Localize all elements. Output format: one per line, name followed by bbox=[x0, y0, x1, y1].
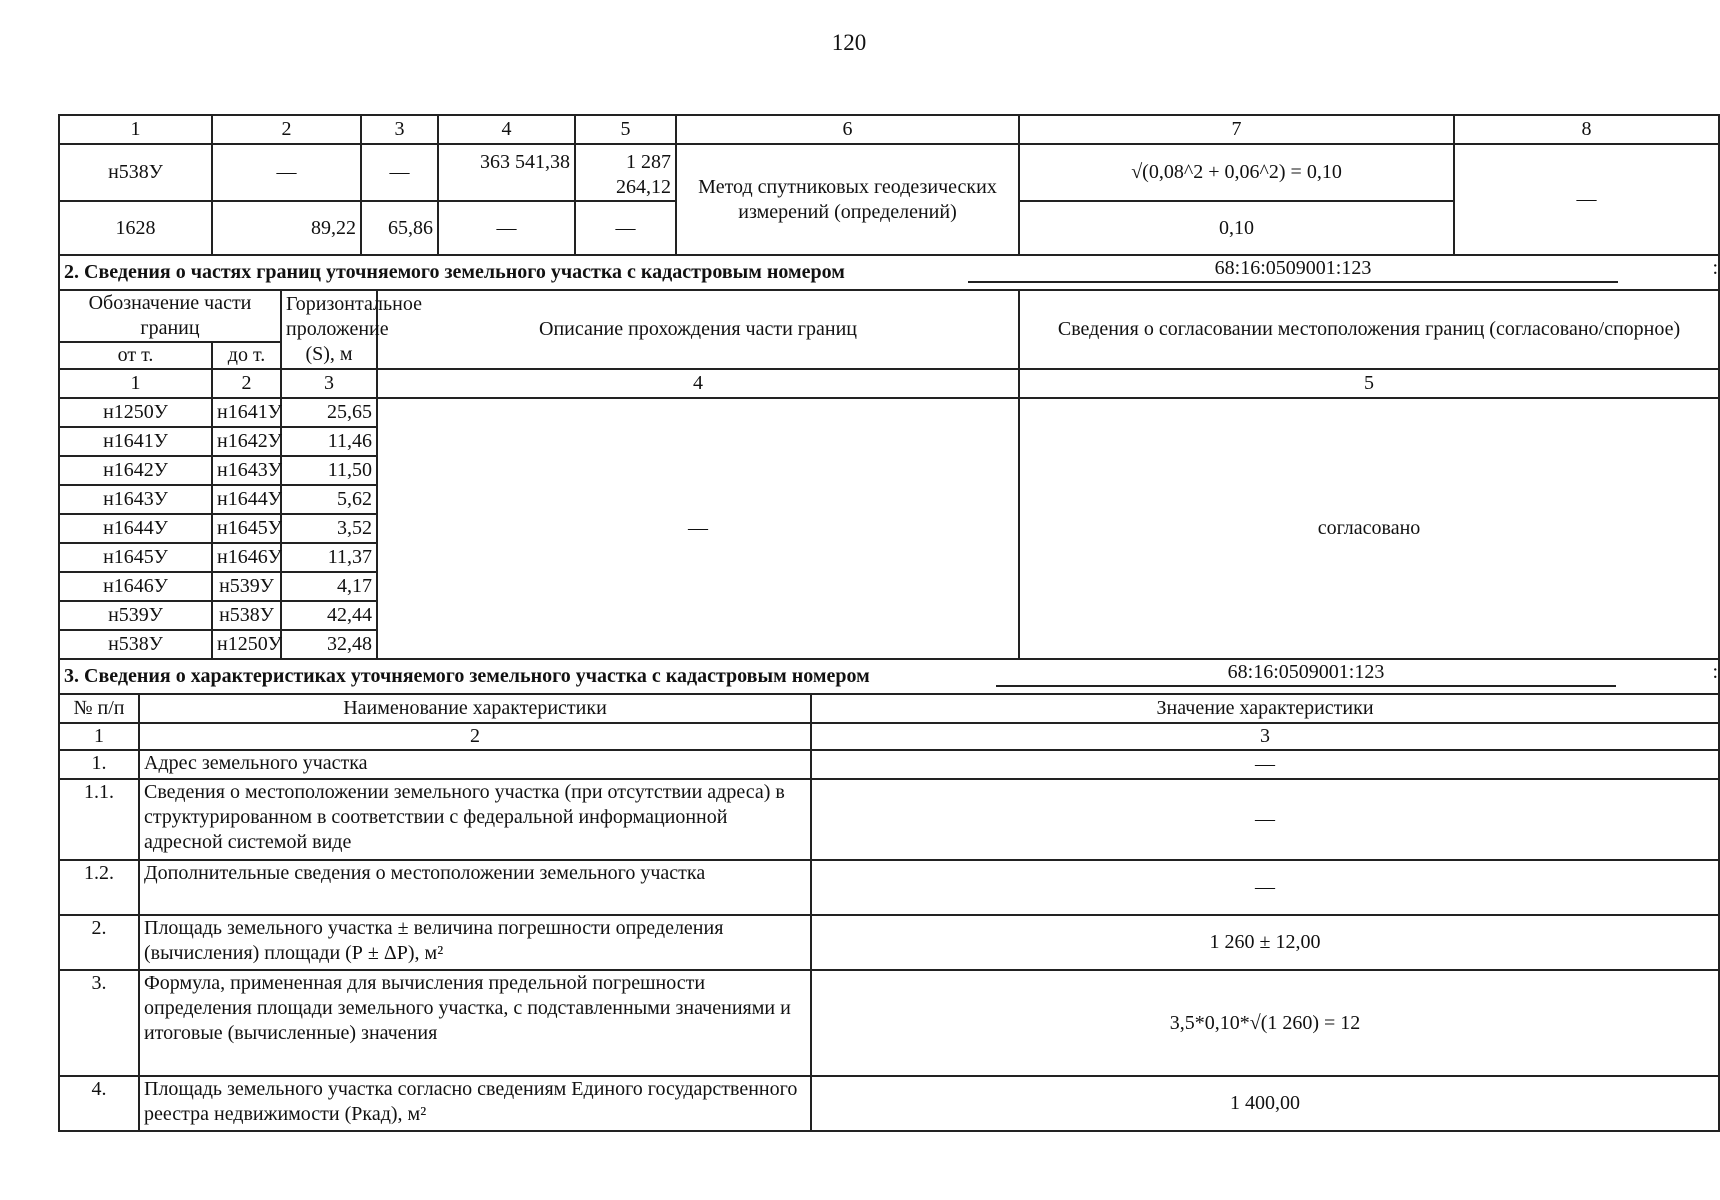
to-point: н1642У bbox=[212, 427, 281, 456]
section2-number-row bbox=[59, 369, 1719, 398]
cell-value: — bbox=[361, 144, 438, 201]
page-number: 120 bbox=[831, 30, 867, 55]
s2-number-5: 5 bbox=[1019, 369, 1719, 398]
t1-header-3: 3 bbox=[361, 115, 438, 144]
from-point: н1641У bbox=[59, 427, 212, 456]
t1-header-6: 6 bbox=[676, 115, 1019, 144]
num-header: № п/п bbox=[59, 694, 139, 723]
s3-number-2: 2 bbox=[139, 723, 811, 750]
to-point: н1643У bbox=[212, 456, 281, 485]
to-point: н1645У bbox=[212, 514, 281, 543]
section2-cadastral-number: 68:16:0509001:123 bbox=[968, 256, 1618, 283]
from-point: н1642У bbox=[59, 456, 212, 485]
characteristic-name: Площадь земельного участка согласно сведениям Единого государственного реестра недвижимости (Ркад), м² bbox=[139, 1076, 811, 1131]
s3-number-1: 1 bbox=[59, 723, 139, 750]
s2-number-3: 3 bbox=[281, 369, 377, 398]
characteristic-value: 1 260 ± 12,00 bbox=[811, 915, 1719, 970]
from-point: н1646У bbox=[59, 572, 212, 601]
to-point: н1250У bbox=[212, 630, 281, 659]
section3-title: 3. Сведения о характеристиках уточняемого земельного участка с кадастровым номером bbox=[64, 665, 870, 687]
agreement-value: согласовано bbox=[1019, 398, 1719, 659]
distance-value: 32,48 bbox=[281, 630, 377, 659]
accuracy-cell: √(0,08^2 + 0,06^2) = 0,10 bbox=[1019, 144, 1454, 201]
cell-value: 89,22 bbox=[212, 201, 361, 255]
cell-value: 65,86 bbox=[361, 201, 438, 255]
to-header: до т. bbox=[212, 342, 281, 369]
characteristic-value: — bbox=[811, 860, 1719, 915]
cell-value: — bbox=[212, 144, 361, 201]
agreement-header: Сведения о согласовании местоположения границ (согласовано/спорное) bbox=[1019, 290, 1719, 369]
col8-cell: — bbox=[1454, 144, 1719, 255]
from-point: н1644У bbox=[59, 514, 212, 543]
table-row bbox=[59, 915, 1719, 970]
table-row bbox=[59, 1076, 1719, 1131]
method-cell: Метод спутниковых геодезических измерений (определений) bbox=[676, 144, 1019, 255]
to-point: н1646У bbox=[212, 543, 281, 572]
table1-header-row bbox=[59, 115, 1719, 144]
table-row bbox=[59, 144, 1719, 201]
horizontal-header: Горизонтальное проложение (S), м bbox=[281, 290, 377, 369]
distance-value: 42,44 bbox=[281, 601, 377, 630]
cadastral-document-table bbox=[58, 114, 1720, 1132]
t1-header-4: 4 bbox=[438, 115, 575, 144]
characteristic-name: Сведения о местоположении земельного участка (при отсутствии адреса) в структурированном в соответствии с федеральной информационной адресной системой виде bbox=[139, 779, 811, 860]
characteristic-name: Площадь земельного участка ± величина погрешности определения (вычисления) площади (Р ± ΔР), м² bbox=[139, 915, 811, 970]
t1-header-2: 2 bbox=[212, 115, 361, 144]
designation-header: Обозначение части границ bbox=[59, 290, 281, 342]
row-number: 2. bbox=[59, 915, 139, 970]
characteristic-value: — bbox=[811, 750, 1719, 779]
characteristic-name: Дополнительные сведения о местоположении земельного участка bbox=[139, 860, 811, 915]
row-number: 1. bbox=[59, 750, 139, 779]
section2-title-row bbox=[59, 255, 1719, 290]
characteristic-value: 1 400,00 bbox=[811, 1076, 1719, 1131]
point-name: 1628 bbox=[59, 201, 212, 255]
section3-cadastral-number: 68:16:0509001:123 bbox=[996, 660, 1616, 687]
to-point: н538У bbox=[212, 601, 281, 630]
coordinate-x: — bbox=[438, 201, 575, 255]
characteristic-value: — bbox=[811, 779, 1719, 860]
distance-value: 11,37 bbox=[281, 543, 377, 572]
section3-colon: : bbox=[1712, 661, 1719, 683]
from-header: от т. bbox=[59, 342, 212, 369]
t1-header-8: 8 bbox=[1454, 115, 1719, 144]
from-point: н538У bbox=[59, 630, 212, 659]
section2-header-row bbox=[59, 290, 1719, 342]
to-point: н1641У bbox=[212, 398, 281, 427]
table-row bbox=[59, 970, 1719, 1076]
section3-header-row bbox=[59, 694, 1719, 723]
coordinate-y: 1 287 264,12 bbox=[575, 144, 676, 201]
accuracy-cell: 0,10 bbox=[1019, 201, 1454, 255]
distance-value: 11,50 bbox=[281, 456, 377, 485]
from-point: н1643У bbox=[59, 485, 212, 514]
section3-title-cell bbox=[59, 659, 1719, 694]
s2-number-2: 2 bbox=[212, 369, 281, 398]
s2-number-1: 1 bbox=[59, 369, 212, 398]
characteristic-name: Адрес земельного участка bbox=[139, 750, 811, 779]
t1-header-7: 7 bbox=[1019, 115, 1454, 144]
description-value: — bbox=[377, 398, 1019, 659]
table-row bbox=[59, 779, 1719, 860]
row-number: 4. bbox=[59, 1076, 139, 1131]
table-row bbox=[59, 860, 1719, 915]
row-number: 3. bbox=[59, 970, 139, 1076]
distance-value: 4,17 bbox=[281, 572, 377, 601]
value-header: Значение характеристики bbox=[811, 694, 1719, 723]
section3-title-row bbox=[59, 659, 1719, 694]
section2-title-cell bbox=[59, 255, 1719, 290]
name-header: Наименование характеристики bbox=[139, 694, 811, 723]
s3-number-3: 3 bbox=[811, 723, 1719, 750]
row-number: 1.1. bbox=[59, 779, 139, 860]
description-header: Описание прохождения части границ bbox=[377, 290, 1019, 369]
section2-colon: : bbox=[1712, 257, 1719, 279]
distance-value: 3,52 bbox=[281, 514, 377, 543]
coordinate-x: 363 541,38 bbox=[438, 144, 575, 201]
section2-title: 2. Сведения о частях границ уточняемого земельного участка с кадастровым номером bbox=[64, 261, 845, 283]
distance-value: 11,46 bbox=[281, 427, 377, 456]
to-point: н1644У bbox=[212, 485, 281, 514]
to-point: н539У bbox=[212, 572, 281, 601]
t1-header-5: 5 bbox=[575, 115, 676, 144]
point-name: н538У bbox=[59, 144, 212, 201]
distance-value: 5,62 bbox=[281, 485, 377, 514]
from-point: н1250У bbox=[59, 398, 212, 427]
table-row bbox=[59, 750, 1719, 779]
from-point: н539У bbox=[59, 601, 212, 630]
table-row bbox=[59, 398, 1719, 427]
t1-header-1: 1 bbox=[59, 115, 212, 144]
row-number: 1.2. bbox=[59, 860, 139, 915]
characteristic-name: Формула, примененная для вычисления предельной погрешности определения площади земельного участка, с подставленными значениями и итоговые (вычисленные) значения bbox=[139, 970, 811, 1076]
coordinate-y: — bbox=[575, 201, 676, 255]
from-point: н1645У bbox=[59, 543, 212, 572]
characteristic-value: 3,5*0,10*√(1 260) = 12 bbox=[811, 970, 1719, 1076]
section3-number-row bbox=[59, 723, 1719, 750]
distance-value: 25,65 bbox=[281, 398, 377, 427]
s2-number-4: 4 bbox=[377, 369, 1019, 398]
